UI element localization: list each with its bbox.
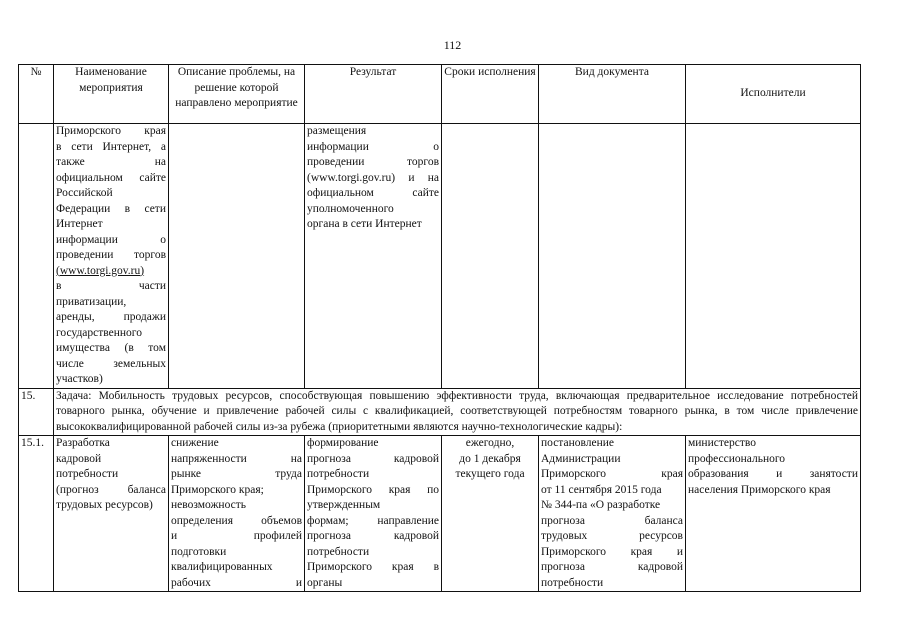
- header-name: Наименование мероприятия: [54, 65, 169, 124]
- events-table: [18, 64, 861, 592]
- row-15-1-result-line: формам; направление: [307, 514, 439, 527]
- row-15-1-doc-line: потребности: [541, 576, 604, 589]
- row-15-1-num: 15.1.: [19, 436, 54, 592]
- cont-result-line: органа в сети Интернет: [307, 218, 422, 230]
- row-15-1-result-line: Приморского края по: [307, 483, 439, 496]
- row-15-1-deadline-line: до 1 декабря: [459, 452, 521, 465]
- row-15-1-problem-line: и профилей: [171, 530, 302, 542]
- cont-result-line: проведении торгов: [307, 156, 439, 168]
- row-15-1-problem-line: невозможность: [171, 499, 246, 511]
- cont-result-line: официальном сайте: [307, 187, 439, 199]
- table-header-row: [19, 65, 861, 124]
- row-15-1-problem-line: Приморского края;: [171, 483, 264, 496]
- task-row: [19, 388, 861, 436]
- cont-doc-cell: [539, 124, 686, 389]
- row-15-1-doc: [539, 436, 686, 592]
- row-15-1-doc-line: от 11 сентября 2015 года: [541, 483, 662, 496]
- row-15-1-deadline-line: ежегодно,: [465, 437, 515, 449]
- cont-name-line: официальном сайте: [56, 171, 166, 184]
- row-15-1-name-line: Разработка: [56, 437, 110, 449]
- row-15-1-name-line: потребности: [56, 468, 119, 480]
- row-15-1-problem-line: рынке труда: [171, 468, 302, 480]
- row-15-1-name-line: кадровой: [56, 452, 102, 465]
- cont-deadline-cell: [442, 124, 539, 389]
- row-15-1-problem: [169, 436, 305, 592]
- row-15-1-doc-line: Приморского края: [541, 468, 683, 480]
- row-15-1-problem-line: напряженности на: [171, 452, 302, 465]
- cont-name-line: в части: [56, 280, 166, 292]
- cont-result-line: (www.torgi.gov.ru) и на: [307, 171, 439, 184]
- row-15-1-doc-line: прогноза баланса: [541, 514, 683, 527]
- row-15-1-result-line: органы: [307, 576, 343, 589]
- task-text: Задача: Мобильность трудовых ресурсов, способствующая повышению эффективности труда, включающая предварительное исследование потребностей товарного рынка, обучение и привлечение рабочей силы с квалификацией, соответствующей потребностям товарного рынка, в том числе привлечение высококвалифицированной рабочей силы из-за рубежа (приоритетными являются научно-технологические кадры):: [54, 388, 861, 436]
- row-15-1-result-line: прогноза кадровой: [307, 452, 439, 465]
- row-15-1-doc-line: Администрации: [541, 452, 621, 465]
- row-15-1-executor-line: населения Приморского края: [688, 483, 831, 496]
- row-15-1: [19, 436, 861, 592]
- row-15-1-result-line: потребности: [307, 545, 370, 558]
- row-15-1-doc-line: постановление: [541, 437, 615, 449]
- header-doc-type: Вид документа: [539, 65, 686, 124]
- cont-result-line: информации о: [307, 140, 439, 153]
- cont-name-line: Федерации в сети: [56, 202, 166, 215]
- cont-name-line: Российской: [56, 187, 113, 199]
- row-15-1-doc-line: прогноза кадровой: [541, 561, 683, 573]
- header-deadline: Сроки исполнения: [442, 65, 539, 124]
- row-15-1-problem-line: определения объемов: [171, 514, 302, 527]
- row-15-1-name: [54, 436, 169, 592]
- row-15-1-executor-line: образования и занятости: [688, 468, 858, 480]
- row-15-1-problem-line: квалифицированных: [171, 561, 273, 573]
- row-15-1-result: [305, 436, 442, 592]
- cont-name-line: также на: [56, 156, 166, 168]
- cont-name-cell: [54, 124, 169, 389]
- cont-name-line: проведении торгов: [56, 249, 166, 261]
- cont-name-line: Приморского края: [56, 125, 166, 137]
- row-15-1-result-line: Приморского края в: [307, 561, 439, 573]
- cont-name-line: аренды, продажи: [56, 311, 166, 323]
- row-15-1-result-line: формирование: [307, 437, 379, 449]
- row-15-1-deadline-line: текущего года: [455, 468, 525, 480]
- cont-result-line: размещения: [307, 125, 367, 137]
- torgi-link[interactable]: (www.torgi.gov.ru): [56, 264, 145, 277]
- row-15-1-problem-line: подготовки: [171, 545, 227, 558]
- task-num: 15.: [19, 388, 54, 436]
- row-15-1-deadline: [442, 436, 539, 592]
- continuation-row: [19, 124, 861, 389]
- row-15-1-doc-line: № 344-па «О разработке: [541, 499, 661, 511]
- cont-result-line: уполномоченного: [307, 202, 394, 215]
- row-15-1-result-line: утвержденным: [307, 499, 381, 511]
- row-15-1-executors: [686, 436, 861, 592]
- cont-name-line: имущества (в том: [56, 342, 166, 354]
- header-problem: Описание проблемы, на решение которой направлено мероприятие: [169, 65, 305, 124]
- row-15-1-problem-line: рабочих и: [171, 576, 302, 589]
- row-15-1-executor-line: профессионального: [688, 452, 786, 465]
- cont-name-line: участков): [56, 373, 103, 385]
- cont-name-line: информации о: [56, 233, 166, 246]
- row-15-1-result-line: потребности: [307, 468, 370, 480]
- cont-name-line: государственного: [56, 326, 142, 339]
- row-15-1-name-line: (прогноз баланса: [56, 483, 166, 496]
- row-15-1-result-line: прогноза кадровой: [307, 530, 439, 542]
- cont-name-line: числе земельных: [56, 357, 166, 370]
- row-15-1-executor-line: министерство: [688, 437, 756, 449]
- page-number: 112: [443, 38, 462, 52]
- cont-executor-cell: [686, 124, 861, 389]
- header-result: Результат: [305, 65, 442, 124]
- cont-problem-cell: [169, 124, 305, 389]
- cont-name-line: в сети Интернет, а: [56, 140, 166, 153]
- cont-result-cell: [305, 124, 442, 389]
- cont-name-line: приватизации,: [56, 295, 127, 308]
- row-15-1-doc-line: Приморского края и: [541, 545, 683, 558]
- row-15-1-doc-line: трудовых ресурсов: [541, 530, 683, 542]
- cont-name-line: Интернет: [56, 218, 103, 230]
- header-num: №: [19, 65, 54, 124]
- row-15-1-problem-line: снижение: [171, 437, 219, 449]
- cont-num-cell: [19, 124, 54, 389]
- header-executors: Исполнители: [686, 65, 861, 124]
- row-15-1-name-line: трудовых ресурсов): [56, 499, 153, 511]
